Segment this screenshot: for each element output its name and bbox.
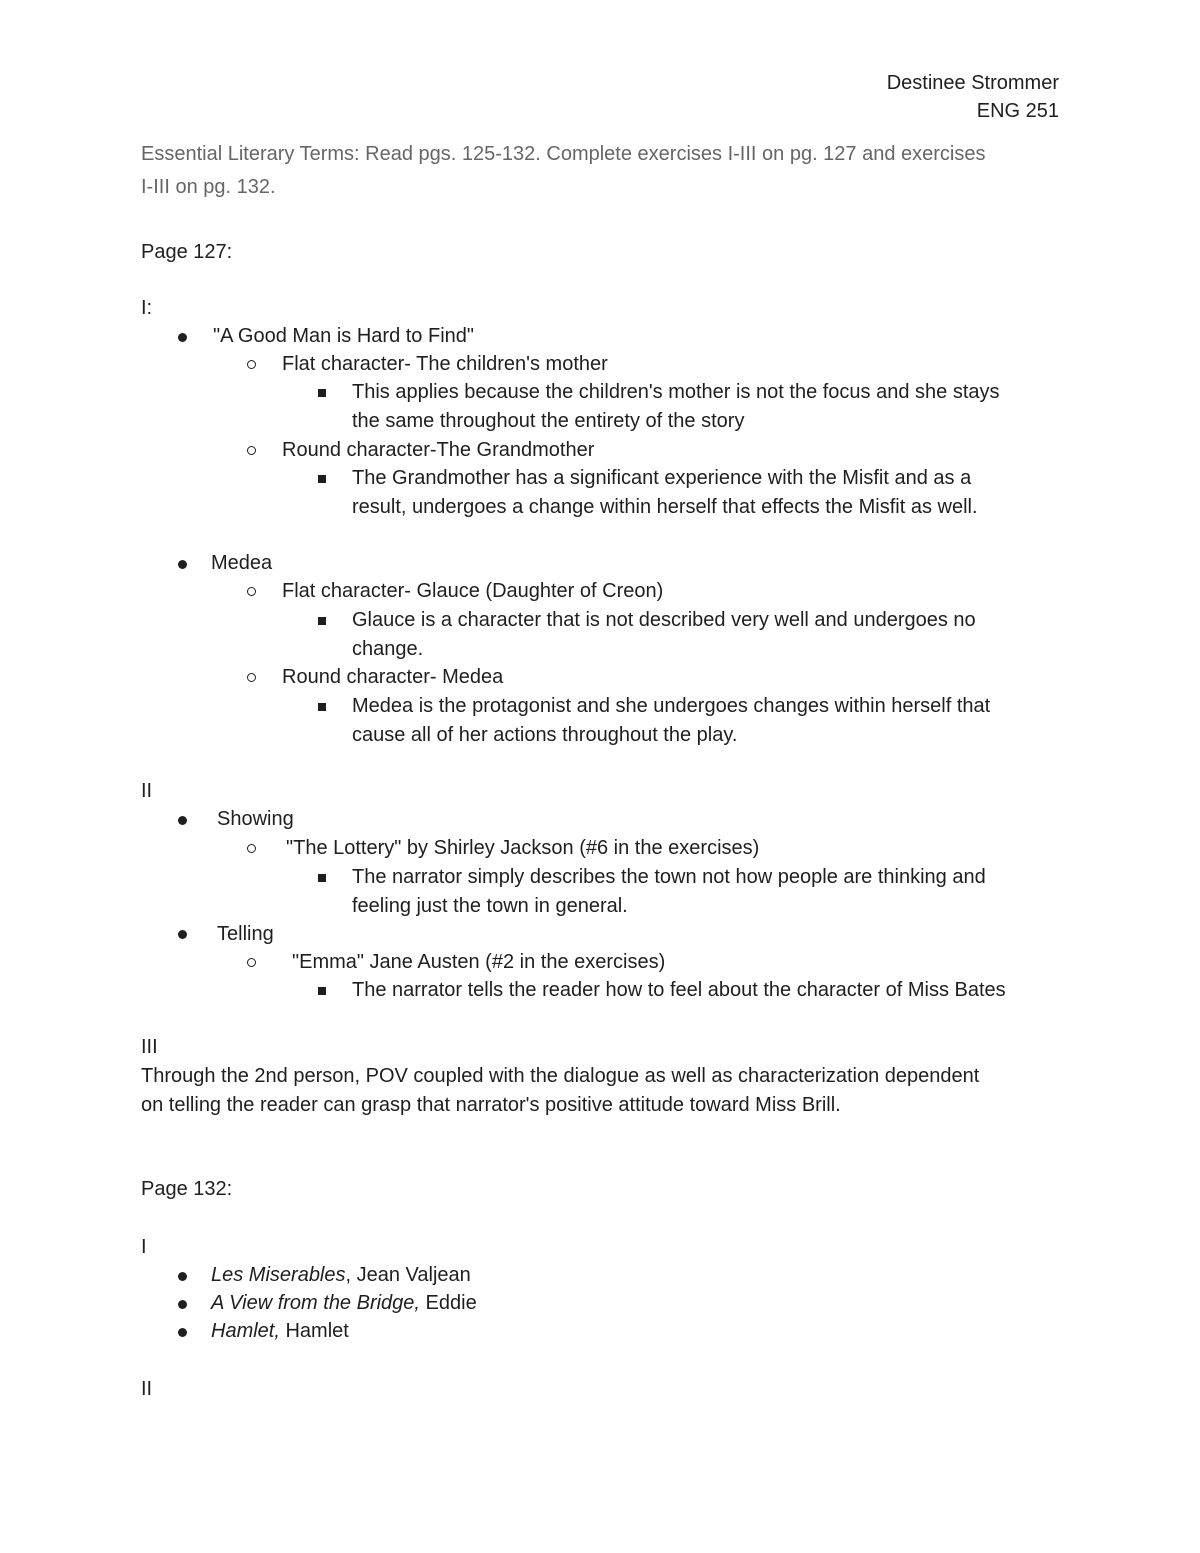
course-code: ENG 251 (976, 100, 1059, 122)
instructions-line-2: I-III on pg. 132. (141, 176, 276, 198)
work-title: Les Miserables (211, 1264, 346, 1286)
work-title: Hamlet, (211, 1320, 280, 1342)
paragraph-line: on telling the reader can grasp that narrator's positive attitude toward Miss Brill. (141, 1094, 841, 1116)
list-item: Glauce is a character that is not described very well and undergoes no (352, 609, 976, 631)
list-item: Telling (217, 923, 274, 945)
bullet-disc-icon (178, 560, 187, 569)
bullet-disc-icon (178, 816, 187, 825)
bullet-circle-icon (247, 673, 256, 682)
list-item (211, 1261, 471, 1289)
list-item-continuation: feeling just the town in general. (352, 895, 628, 917)
bullet-square-icon (318, 703, 326, 711)
bullet-disc-icon (178, 930, 187, 939)
section-label: II (141, 1378, 153, 1400)
bullet-circle-icon (247, 844, 256, 853)
list-item: "A Good Man is Hard to Find" (213, 325, 474, 347)
bullet-circle-icon (247, 360, 256, 369)
list-item: The narrator tells the reader how to feel about the character of Miss Bates (352, 979, 1006, 1001)
bullet-circle-icon (247, 446, 256, 455)
list-item-continuation: result, undergoes a change within herself that effects the Misfit as well. (352, 496, 978, 518)
bullet-square-icon (318, 475, 326, 483)
list-item (211, 1289, 477, 1317)
paragraph-line: Through the 2nd person, POV coupled with the dialogue as well as characterization dependent (141, 1065, 980, 1087)
list-item: Round character- Medea (282, 666, 504, 688)
list-item-continuation: the same throughout the entirety of the story (352, 410, 745, 432)
list-item: Flat character- The children's mother (282, 353, 608, 375)
bullet-disc-icon (178, 1272, 187, 1281)
bullet-square-icon (318, 987, 326, 995)
character-name: , Jean Valjean (345, 1264, 471, 1286)
instructions-line-1: Essential Literary Terms: Read pgs. 125-132. Complete exercises I-III on pg. 127 and exercises (141, 143, 986, 165)
list-item (211, 1317, 349, 1345)
bullet-square-icon (318, 389, 326, 397)
list-item: The narrator simply describes the town not how people are thinking and (352, 866, 986, 888)
list-item: Round character-The Grandmother (282, 439, 595, 461)
bullet-disc-icon (178, 333, 187, 342)
list-item: The Grandmother has a significant experience with the Misfit and as a (352, 467, 972, 489)
bullet-disc-icon (178, 1328, 187, 1337)
section-label: II (141, 780, 153, 802)
character-name: Hamlet (279, 1320, 349, 1342)
list-item: Medea is the protagonist and she undergoes changes within herself that (352, 695, 991, 717)
section-label: I: (141, 297, 153, 319)
student-name: Destinee Strommer (886, 72, 1059, 94)
section-label: III (141, 1036, 158, 1058)
list-item: Medea (211, 552, 273, 574)
section-label: I (141, 1236, 147, 1258)
page-127-heading: Page 127: (141, 241, 233, 263)
page-132-heading: Page 132: (141, 1178, 233, 1200)
bullet-square-icon (318, 617, 326, 625)
bullet-disc-icon (178, 1300, 187, 1309)
work-title: A View from the Bridge, (211, 1292, 420, 1314)
list-item: This applies because the children's mother is not the focus and she stays (352, 381, 1000, 403)
list-item: Flat character- Glauce (Daughter of Creon) (282, 580, 664, 602)
list-item-continuation: change. (352, 638, 424, 660)
list-item-continuation: cause all of her actions throughout the play. (352, 724, 738, 746)
bullet-square-icon (318, 874, 326, 882)
list-item: "Emma" Jane Austen (#2 in the exercises) (292, 951, 666, 973)
list-item: Showing (217, 808, 294, 830)
list-item: "The Lottery" by Shirley Jackson (#6 in the exercises) (286, 837, 760, 859)
character-name: Eddie (419, 1292, 477, 1314)
bullet-circle-icon (247, 958, 256, 967)
bullet-circle-icon (247, 587, 256, 596)
